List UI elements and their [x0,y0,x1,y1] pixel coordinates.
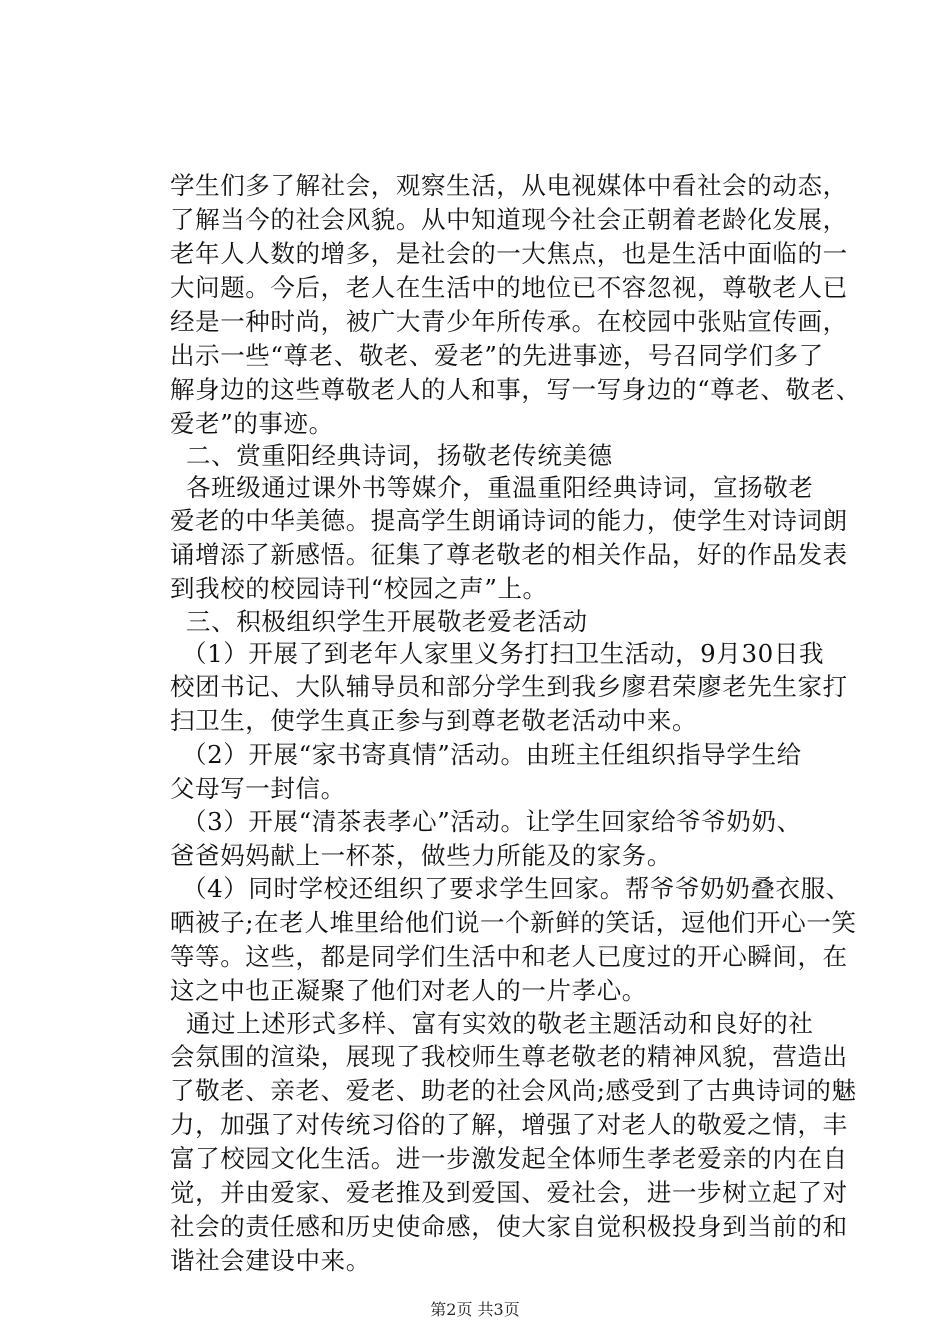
text-line: 爱老”的事迹。 [170,409,334,438]
text-line: 出示一些“尊老、敬老、爱老”的先进事迹，号召同学们多了 [170,341,824,370]
text-line: 谐社会建设中来。 [170,1246,371,1275]
text-line: 等等。这些，都是同学们生活中和老人已度过的开心瞬间，在 [170,942,848,971]
text-line: 爸爸妈妈献上一杯茶，做些力所能及的家务。 [170,841,672,870]
text-line: 扫卫生，使学生真正参与到尊老敬老活动中来。 [170,706,698,735]
text-line: 解身边的这些尊敬老人的人和事，写一写身边的“尊老、敬老、 [170,375,861,404]
text-line: （4）同时学校还组织了要求学生回家。帮爷爷奶奶叠衣服、 [182,874,851,903]
text-line: 了敬老、亲老、爱老、助老的社会风尚;感受到了古典诗词的魅 [170,1076,857,1105]
text-line: 富了校园文化生活。进一步激发起全体师生孝老爱亲的内在自 [170,1144,848,1173]
text-line: 老年人人数的增多，是社会的一大焦点，也是生活中面临的一 [170,239,848,268]
section-heading-3: 三、积极组织学生开展敬老爱老活动 [186,607,588,636]
text-line: 会氛围的渲染，展现了我校师生尊老敬老的精神风貌，营造出 [170,1042,848,1071]
text-line: 经是一种时尚，被广大青少年所传承。在校园中张贴宣传画， [170,307,848,336]
text-line: 各班级通过课外书等媒介，重温重阳经典诗词，宣扬敬老 [186,473,814,502]
text-line: 爱老的中华美德。提高学生朗诵诗词的能力，使学生对诗词朗 [170,506,848,535]
text-line: 这之中也正凝聚了他们对老人的一片孝心。 [170,976,647,1005]
text-line: 校团书记、大队辅导员和部分学生到我乡廖君荣廖老先生家打 [170,672,848,701]
text-line: 诵增添了新感悟。征集了尊老敬老的相关作品，好的作品发表 [170,540,848,569]
text-line: 社会的责任感和历史使命感，使大家自觉积极投身到当前的和 [170,1212,848,1241]
text-line: 通过上述形式多样、富有实效的敬老主题活动和良好的社 [186,1009,814,1038]
text-line: 晒被子;在老人堆里给他们说一个新鲜的笑话，逗他们开心一笑 [170,908,857,937]
text-line: 了解当今的社会风貌。从中知道现今社会正朝着老龄化发展， [170,205,848,234]
text-line: 学生们多了解社会，观察生活，从电视媒体中看社会的动态， [170,171,848,200]
text-line: （1）开展了到老年人家里义务打扫卫生活动，9月30日我 [182,639,825,668]
text-line: 大问题。今后，老人在生活中的地位已不容忽视，尊敬老人已 [170,273,848,302]
text-line: （3）开展“清茶表孝心”活动。让学生回家给爷爷奶奶、 [182,807,802,836]
page-footer: 第2页 共3页 [430,1300,520,1319]
text-line: 到我校的校园诗刊“校园之声”上。 [170,574,548,603]
section-heading-2: 二、赏重阳经典诗词，扬敬老传统美德 [186,441,613,470]
text-line: 觉，并由爱家、爱老推及到爱国、爱社会，进一步树立起了对 [170,1178,848,1207]
text-line: （2）开展“家书寄真情”活动。由班主任组织指导学生给 [182,740,802,769]
text-line: 力，加强了对传统习俗的了解，增强了对老人的敬爱之情，丰 [170,1110,848,1139]
text-line: 父母写一封信。 [170,774,346,803]
